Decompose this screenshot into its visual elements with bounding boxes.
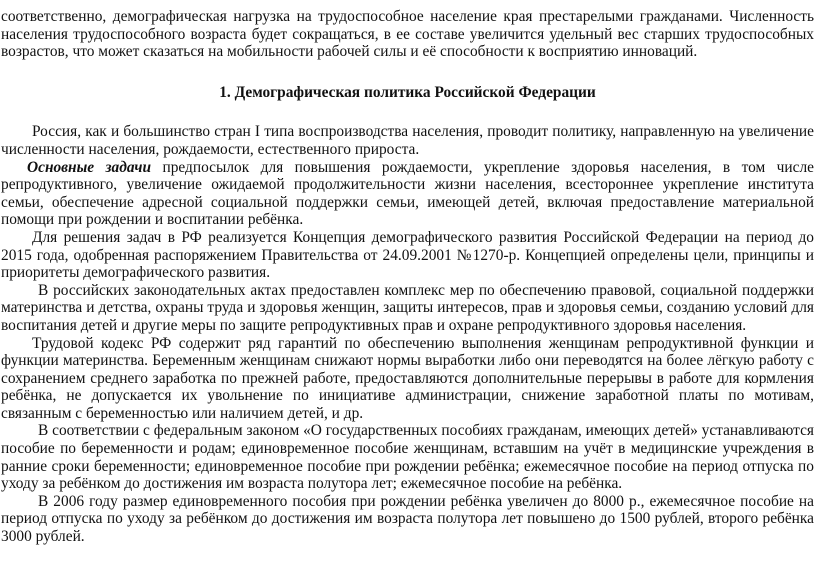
paragraph-labor-code: Трудовой кодекс РФ содержит ряд гарантий по обеспечению выполнения женщинам репродуктивной функции и функции материнства. Беременным женщинам снижают нормы выработки либо они переводятся на более лёгкую работу с сохранением среднего заработка по прежней работе, предоставляются дополнительные перерывы в работе для кормления ребёнка, не допускается их увольнение по инициативе администрации, снижение заработной платы по мотивам, связанным с беременностью или наличием детей, и др. [1,334,814,422]
paragraph-concept: Для решения задач в РФ реализуется Концепция демографического развития Российской Федерации на период до 2015 года, одобренная распоряжением Правительства от 24.09.2001 №1270-р. Концепцией определены цели, принципы и приоритеты демографического развития. [1,228,814,282]
intro-paragraph: соответственно, демографическая нагрузка на трудоспособное население края престарелыми гражданами. Численность населения трудоспособного возраста будет сокращаться, в ее составе увеличится удельный вес старших трудоспособных возрастов, что может сказаться на мобильности рабочей силы и её способности к восприятию инноваций. [1,8,814,61]
paragraph-federal-law: В соответствии с федеральным законом «О государственных пособиях гражданам, имеющих детей» устанавливаются пособие по беременности и родам; единовременное пособие женщинам, вставшим на учёт в медицинские учреждения в ранние сроки беременности; единовременное пособие при рождении ребёнка; ежемесячное пособие на период отпуска по уходу за ребёнком до достижения им возраста полутора лет; ежемесячное пособие на ребёнка. [1,422,814,493]
paragraph-russia-policy: Россия, как и большинство стран I типа воспроизводства населения, проводит политику, направленную на увеличение численности населения, рождаемости, естественного прироста. [1,123,814,158]
paragraph-main-tasks [1,159,814,229]
main-tasks-text: предпосылок для повышения рождаемости, укрепление здоровья населения, в том числе репродуктивного, увеличение ожидаемой продолжительности жизни населения, всестороннее укрепление института семьи, обеспечение адресной социальной поддержки семьи, имеющей детей, включая предоставление материальной помощи при рождении и воспитании ребёнка. [1,158,815,229]
section-heading: 1. Демографическая политика Российской Федерации [219,83,596,101]
paragraph-year-2006: В 2006 году размер единовременного пособия при рождении ребёнка увеличен до 8000 р., ежемесячное пособие на период отпуска по уходу за ребёнком до достижения им возраста полутора лет повышено до 1500 рублей, второго ребёнка 3000 рублей. [1,492,814,546]
main-tasks-label: Основные задачи [27,158,152,176]
paragraph-legislation: В российских законодательных актах предоставлен комплекс мер по обеспечению правовой, социальной поддержки материнства и детства, охраны труда и здоровья женщин, защиты интересов, прав и здоровья семьи, созданию условий для воспитания детей и другие меры по защите репродуктивных прав и охране репродуктивного здоровья населения. [1,281,814,334]
document-page [1,0,814,546]
